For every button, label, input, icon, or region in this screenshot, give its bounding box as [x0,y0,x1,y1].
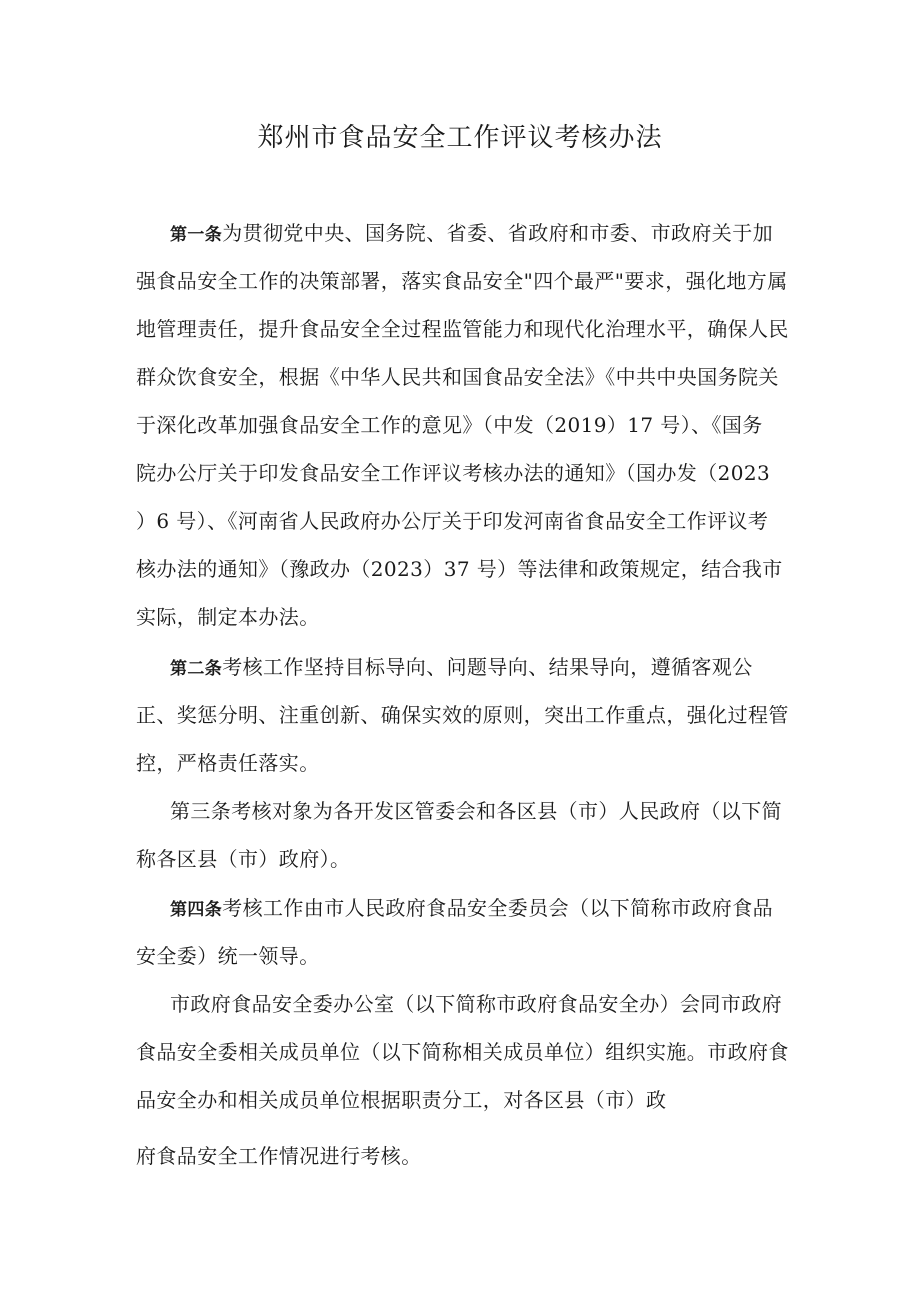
paragraph-5-line: 品安全办和相关成员单位根据职责分工，对各区县（市）政 [136,1088,667,1112]
article-1-line: 强食品安全工作的决策部署，落实食品安全"四个最严"要求，强化地方属 [136,269,788,293]
article-2-label: 第二条 [170,659,223,679]
article-2-text: 考核工作坚持目标导向、问题导向、结果导向，遵循客观公 [222,655,753,679]
article-4-line: 安全委）统一领导。 [136,944,320,968]
paragraph-5-line: 市政府食品安全委办公室（以下简称市政府食品安全办）会同市政府 [170,992,782,1016]
article-1-line: 地管理责任，提升食品安全全过程监管能力和现代化治理水平，确保人民 [136,317,789,341]
article-3-line: 第三条考核对象为各开发区管委会和各区县（市）人民政府（以下简 [170,799,782,823]
article-2-line [170,652,753,684]
article-1-line: 核办法的通知》（豫政办（2023）37 号）等法律和政策规定，结合我市 [136,557,783,581]
article-1-label: 第一条 [170,225,223,245]
article-4-text: 考核工作由市人民政府食品安全委员会（以下简称市政府食品 [222,896,774,920]
article-3-line: 称各区县（市）政府）。 [136,847,351,871]
article-1-line: ）6 号）、《河南省人民政府办公厅关于印发河南省食品安全工作评议考 [136,509,769,533]
article-1-line: 院办公厅关于印发食品安全工作评议考核办法的通知》（国办发（2023 [136,461,771,485]
article-4-line [170,893,773,925]
article-1-line [170,218,773,250]
document-title: 郑州市食品安全工作评议考核办法 [257,123,663,153]
article-1-line: 于深化改革加强食品安全工作的意见》（中发（2019）17 号）、《国务 [136,413,763,437]
article-1-line: 实际，制定本办法。 [136,605,320,629]
article-1-line: 群众饮食安全，根据《中华人民共和国食品安全法》《中共中央国务院关 [136,365,779,389]
paragraph-5-line: 食品安全委相关成员单位（以下简称相关成员单位）组织实施。市政府食 [136,1040,789,1064]
paragraph-5-line: 府食品安全工作情况进行考核。 [136,1144,422,1168]
article-2-line: 控，严格责任落实。 [136,751,320,775]
article-1-text: 为贯彻党中央、国务院、省委、省政府和市委、市政府关于加 [222,221,774,245]
article-2-line: 正、奖惩分明、注重创新、确保实效的原则，突出工作重点，强化过程管 [136,703,789,727]
article-4-label: 第四条 [170,900,223,920]
